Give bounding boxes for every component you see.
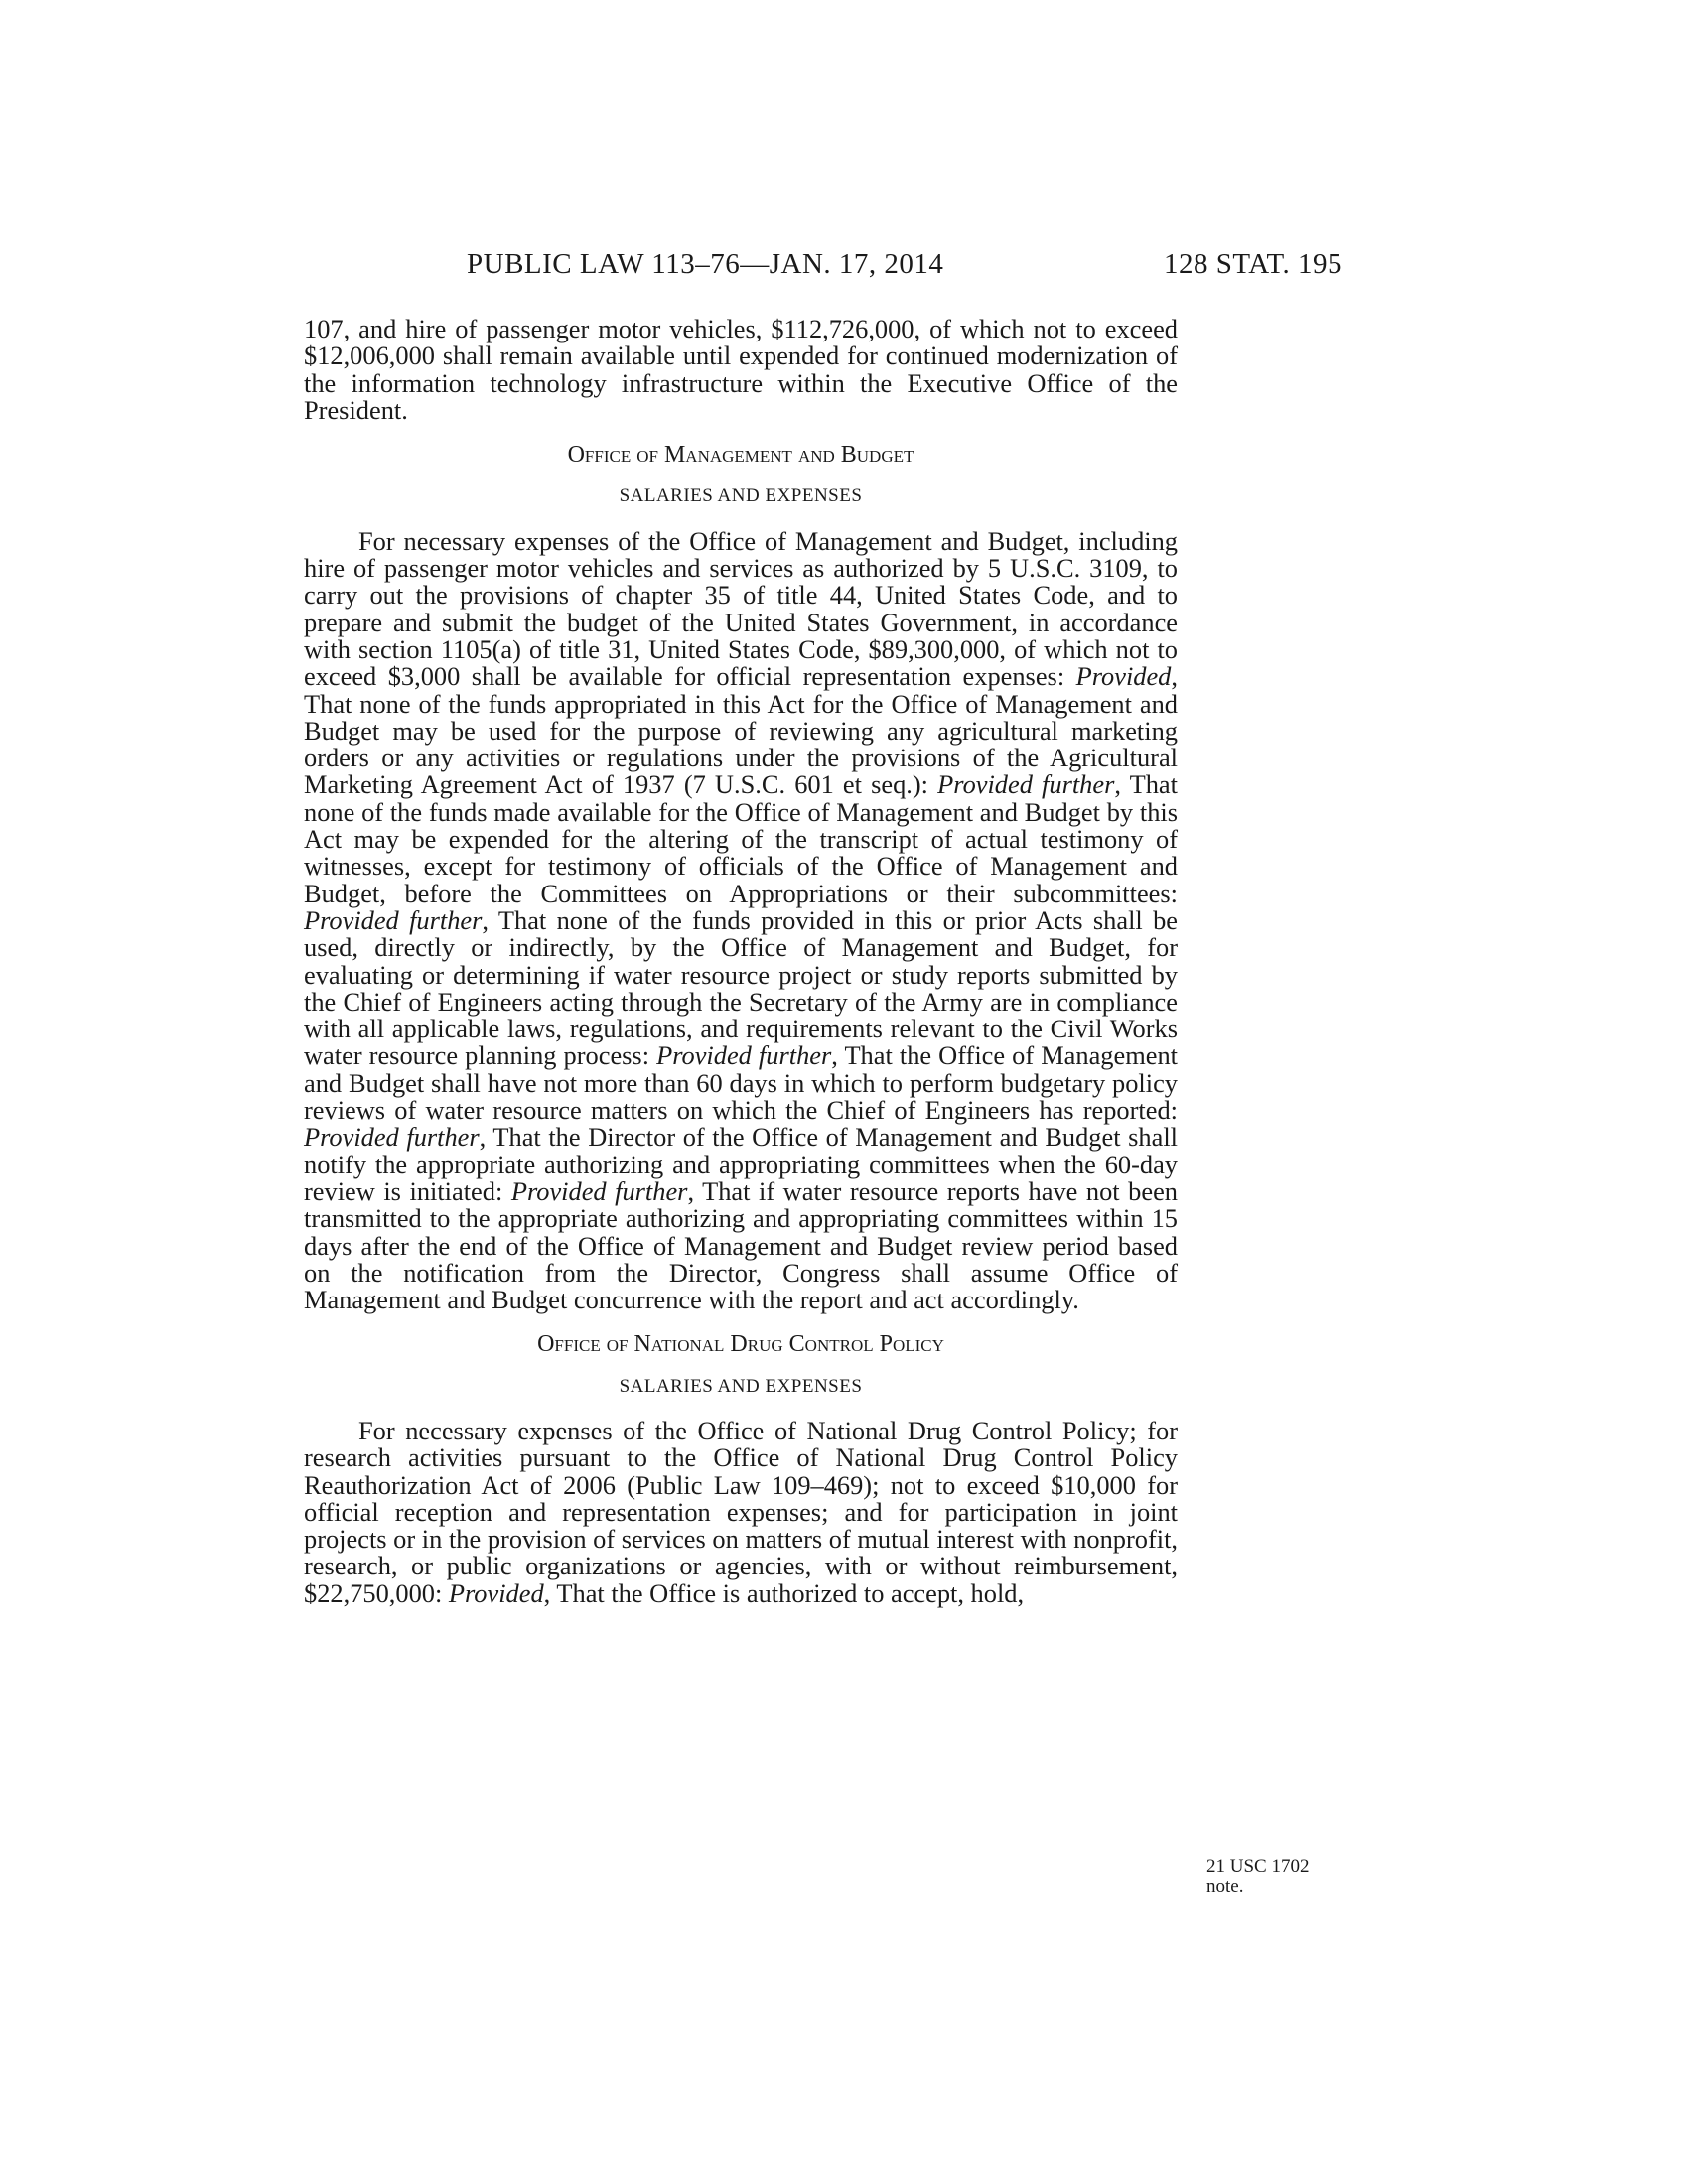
omb-text-5: , That the Office of Management and Budget shall have not more than 60 days in which to perform budgetary policy reviews of water resource matters on which the Chief of Engineers has reported: — [304, 1040, 1178, 1126]
margin-note — [1206, 1857, 1365, 1897]
ondcp-paragraph — [304, 1415, 1178, 1608]
ondcp-heading — [304, 1331, 1178, 1358]
omb-proviso-6: Provided further — [510, 1175, 688, 1206]
continuation-paragraph: 107, and hire of passenger motor vehicles, $112,726,000, of which not to exceed $12,006,000 shall remain available until expended for continued modernization of the information technology infrastructure within the Executive Office of the President. — [304, 314, 1178, 425]
ondcp-proviso-1: Provided — [448, 1577, 544, 1608]
omb-text-4: , That none of the funds provided in this or prior Acts shall be used, directly or indirectly, by the Office of Management and Budget, for evaluating or determining if water resource project or study reports submitted by the Chief of Engineers acting through the Secretary of the Army are in compliance with all applicable laws, regulations, and requirements relevant to the Civil Works water resource planning process: — [304, 904, 1178, 1071]
omb-heading — [304, 442, 1178, 469]
ondcp-text-1: For necessary expenses of the Office of National Drug Control Policy; for research activities pursuant to the Office of National Drug Control Policy Reauthorization Act of 2006 (Public Law 109–469); not to exceed $10,000 for official reception and representation expenses; and for participation in joint projects or in the provision of services on matters of mutual interest with nonprofit, research, or public organizations or agencies, with or without reimbursement, $22,750,000: — [304, 1415, 1178, 1608]
stat-citation: 128 STAT. 195 — [1164, 248, 1343, 280]
omb-subheading: SALARIES AND EXPENSES — [619, 485, 863, 507]
omb-proviso-1: Provided — [1075, 661, 1172, 692]
omb-paragraph — [304, 525, 1178, 1315]
omb-text-1: For necessary expenses of the Office of Management and Budget, including hire of passenger motor vehicles and services as authorized by 5 U.S.C. 3109, to carry out the provisions of chapter 35 of title 44, United States Code, and to prepare and submit the budget of the United States Government, in accordance with section 1105(a) of title 31, United States Code, $89,300,000, of which not to exceed $3,000 shall be available for official representation expenses: — [304, 525, 1178, 692]
omb-heading-text: Office of Management and Budget — [567, 442, 914, 469]
omb-text-6: , That the Director of the Office of Management and Budget shall notify the appropriate authorizing and appropriating committees when the 60-day review is initiated: — [304, 1122, 1178, 1206]
ondcp-text-2: , That the Office is authorized to accept, hold, — [543, 1577, 1025, 1608]
omb-proviso-4: Provided further — [656, 1040, 832, 1071]
omb-text-3: , That none of the funds made available for the Office of Management and Budget by this Act may be expended for the altering of the transcript of actual testimony of witnesses, except for testimony of officials of the Office of Management and Budget, before the Committees on Appropriations or their subcommittees: — [304, 769, 1178, 908]
margin-note-suffix: note. — [1206, 1876, 1244, 1897]
margin-note-citation: 21 USC 1702 — [1206, 1856, 1310, 1877]
omb-text-7: , That if water resource reports have not been transmitted to the appropriate authorizing and appropriating committees within 15 days after the end of the Office of Management and Budget review period based on the notification from the Director, Congress shall assume Office of Management and Budget concurrence with the report and act accordingly. — [304, 1175, 1178, 1315]
omb-text-2: , That none of the funds appropriated in this Act for the Office of Management and Budget may be used for the purpose of reviewing any agricultural marketing orders or any activities or regulations under the provisions of the Agricultural Marketing Agreement Act of 1937 (7 U.S.C. 601 et seq.): — [304, 661, 1178, 800]
main-text-column — [304, 316, 1178, 1607]
omb-proviso-2: Provided further — [937, 769, 1115, 800]
omb-proviso-3: Provided further — [304, 904, 483, 935]
running-head: PUBLIC LAW 113–76—JAN. 17, 2014 — [467, 248, 944, 280]
ondcp-heading-text: Office of National Drug Control Policy — [537, 1331, 944, 1358]
omb-proviso-5: Provided further — [304, 1122, 480, 1153]
ondcp-subheading: SALARIES AND EXPENSES — [619, 1375, 863, 1397]
